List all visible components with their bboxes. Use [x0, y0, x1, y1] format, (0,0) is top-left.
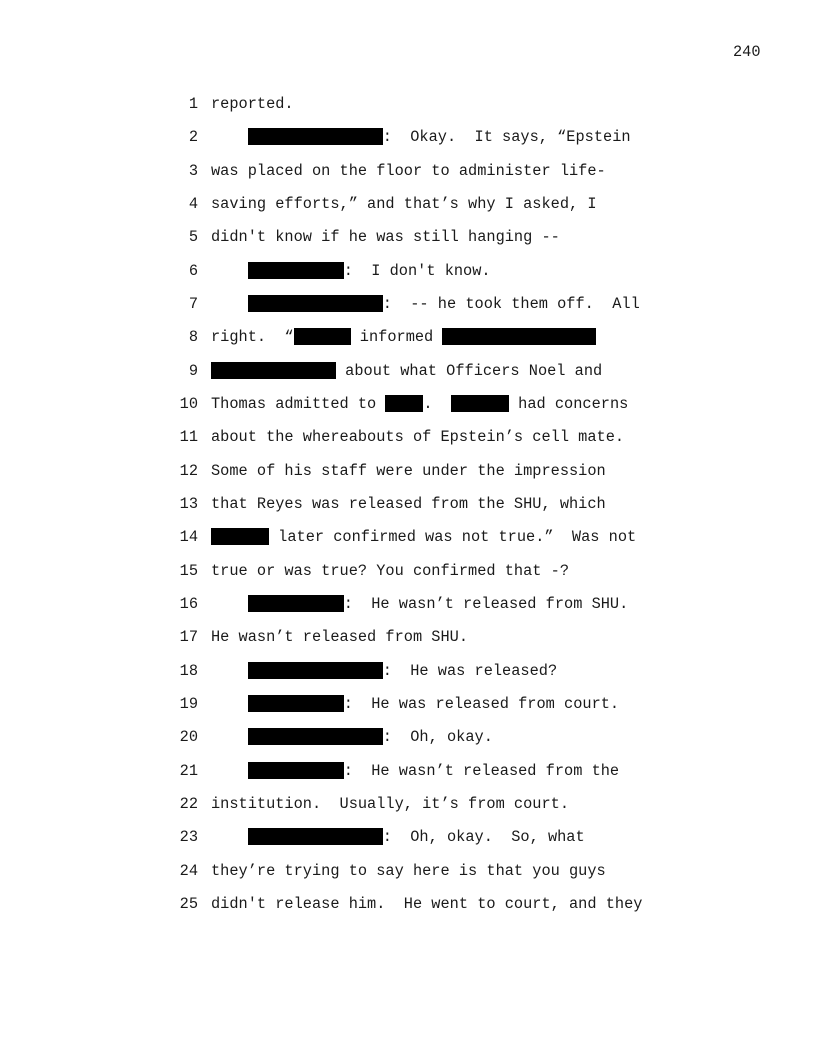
line-number: 11 [179, 428, 198, 446]
line-number: 16 [179, 595, 198, 613]
line-number: 19 [179, 695, 198, 713]
line-number: 2 [188, 128, 198, 146]
line-text-segment: about the whereabouts of Epstein’s cell mate. [211, 428, 625, 446]
transcript-line [0, 161, 816, 181]
redaction-box [451, 395, 509, 412]
line-text [211, 794, 569, 814]
line-text [211, 661, 557, 681]
transcript-line [0, 227, 816, 247]
line-text [211, 294, 640, 314]
redaction-box [248, 128, 383, 145]
line-text-segment: : I don't know. [343, 262, 491, 280]
line-text [211, 494, 606, 514]
transcript-line [0, 394, 816, 414]
line-text [211, 527, 636, 547]
line-text-segment: : He was released from court. [343, 695, 620, 713]
line-text [211, 861, 606, 881]
line-text-segment: . [423, 395, 451, 413]
line-number: 18 [179, 662, 198, 680]
line-text-segment: : Okay. It says, “Epstein [382, 128, 631, 146]
redaction-box [211, 528, 269, 545]
line-text [211, 261, 491, 281]
line-text-segment: didn't know if he was still hanging -- [211, 228, 560, 246]
transcript-line [0, 594, 816, 614]
line-text [211, 894, 642, 914]
line-number: 12 [179, 462, 198, 480]
line-text [211, 561, 569, 581]
transcript-line [0, 661, 816, 681]
transcript-line [0, 561, 816, 581]
line-text [211, 394, 628, 414]
line-text-segment: : He wasn’t released from SHU. [343, 595, 629, 613]
line-number: 24 [179, 862, 198, 880]
line-text-segment [211, 828, 248, 846]
line-text-segment: that Reyes was released from the SHU, which [211, 495, 606, 513]
line-text-segment: : Oh, okay. [382, 728, 493, 746]
redaction-box [385, 395, 423, 412]
redaction-box [248, 828, 383, 845]
line-number: 13 [179, 495, 198, 513]
line-text-segment: right. “ [211, 328, 294, 346]
line-text-segment: Some of his staff were under the impression [211, 462, 606, 480]
transcript-line [0, 861, 816, 881]
line-text-segment [211, 695, 248, 713]
line-text-segment: about what Officers Noel and [336, 362, 603, 380]
line-text-segment: : Oh, okay. So, what [382, 828, 585, 846]
line-text-segment: had concerns [508, 395, 629, 413]
transcript-line [0, 494, 816, 514]
line-number: 4 [188, 195, 198, 213]
line-text-segment: : He was released? [382, 662, 558, 680]
redaction-box [248, 695, 344, 712]
transcript-line [0, 127, 816, 147]
line-number: 21 [179, 762, 198, 780]
line-text [211, 194, 597, 214]
redaction-box [248, 295, 383, 312]
line-text-segment: : -- he took them off. All [382, 295, 640, 313]
line-number: 25 [179, 895, 198, 913]
line-number: 10 [179, 395, 198, 413]
line-text-segment: later confirmed was not true.” Was not [269, 528, 637, 546]
transcript-line [0, 294, 816, 314]
transcript-line [0, 794, 816, 814]
transcript-line [0, 694, 816, 714]
line-text-segment: He wasn’t released from SHU. [211, 628, 469, 646]
redaction-box [211, 362, 336, 379]
line-text-segment [211, 662, 248, 680]
line-text-segment [211, 262, 248, 280]
line-number: 23 [179, 828, 198, 846]
line-number: 17 [179, 628, 198, 646]
transcript-line [0, 727, 816, 747]
transcript-line [0, 361, 816, 381]
line-text [211, 694, 619, 714]
line-text-segment: : He wasn’t released from the [343, 762, 620, 780]
line-number: 20 [179, 728, 198, 746]
transcript-line [0, 627, 816, 647]
redaction-box [248, 662, 383, 679]
line-text [211, 461, 606, 481]
line-text-segment: they’re trying to say here is that you guys [211, 862, 606, 880]
line-text [211, 94, 294, 114]
redaction-box [294, 328, 351, 345]
transcript-line [0, 827, 816, 847]
line-text [211, 827, 585, 847]
line-text [211, 327, 596, 347]
line-number: 8 [188, 328, 198, 346]
line-number: 3 [188, 162, 198, 180]
redaction-box [248, 762, 344, 779]
transcript-line [0, 527, 816, 547]
line-text-segment [211, 128, 248, 146]
line-text [211, 161, 606, 181]
line-number: 1 [188, 95, 198, 113]
transcript-line [0, 761, 816, 781]
transcript-line [0, 427, 816, 447]
line-text-segment [211, 595, 248, 613]
line-number: 15 [179, 562, 198, 580]
line-text [211, 727, 493, 747]
transcript-line [0, 461, 816, 481]
transcript-line [0, 194, 816, 214]
line-number: 9 [188, 362, 198, 380]
line-text-segment: was placed on the floor to administer life- [211, 162, 606, 180]
line-text-segment [211, 762, 248, 780]
line-text-segment [211, 295, 248, 313]
line-text-segment: saving efforts,” and that’s why I asked, I [211, 195, 597, 213]
line-text-segment: true or was true? You confirmed that -? [211, 562, 570, 580]
line-text [211, 361, 602, 381]
line-number: 5 [188, 228, 198, 246]
redaction-box [248, 262, 344, 279]
transcript-line [0, 894, 816, 914]
line-text [211, 594, 628, 614]
line-text-segment: reported. [211, 95, 294, 113]
transcript-line [0, 94, 816, 114]
line-number: 14 [179, 528, 198, 546]
line-text [211, 427, 624, 447]
line-text-segment: institution. Usually, it’s from court. [211, 795, 570, 813]
line-number: 22 [179, 795, 198, 813]
transcript-line [0, 261, 816, 281]
line-number: 7 [188, 295, 198, 313]
redaction-box [248, 728, 383, 745]
line-text [211, 227, 560, 247]
redaction-box [248, 595, 344, 612]
line-text-segment: didn't release him. He went to court, and they [211, 895, 643, 913]
line-text-segment: Thomas admitted to [211, 395, 386, 413]
transcript-line [0, 327, 816, 347]
line-text [211, 127, 631, 147]
redaction-box [442, 328, 596, 345]
line-number: 6 [188, 262, 198, 280]
page-number: 240 [733, 43, 761, 61]
line-text-segment: informed [350, 328, 443, 346]
line-text [211, 761, 619, 781]
line-text [211, 627, 468, 647]
line-text-segment [211, 728, 248, 746]
